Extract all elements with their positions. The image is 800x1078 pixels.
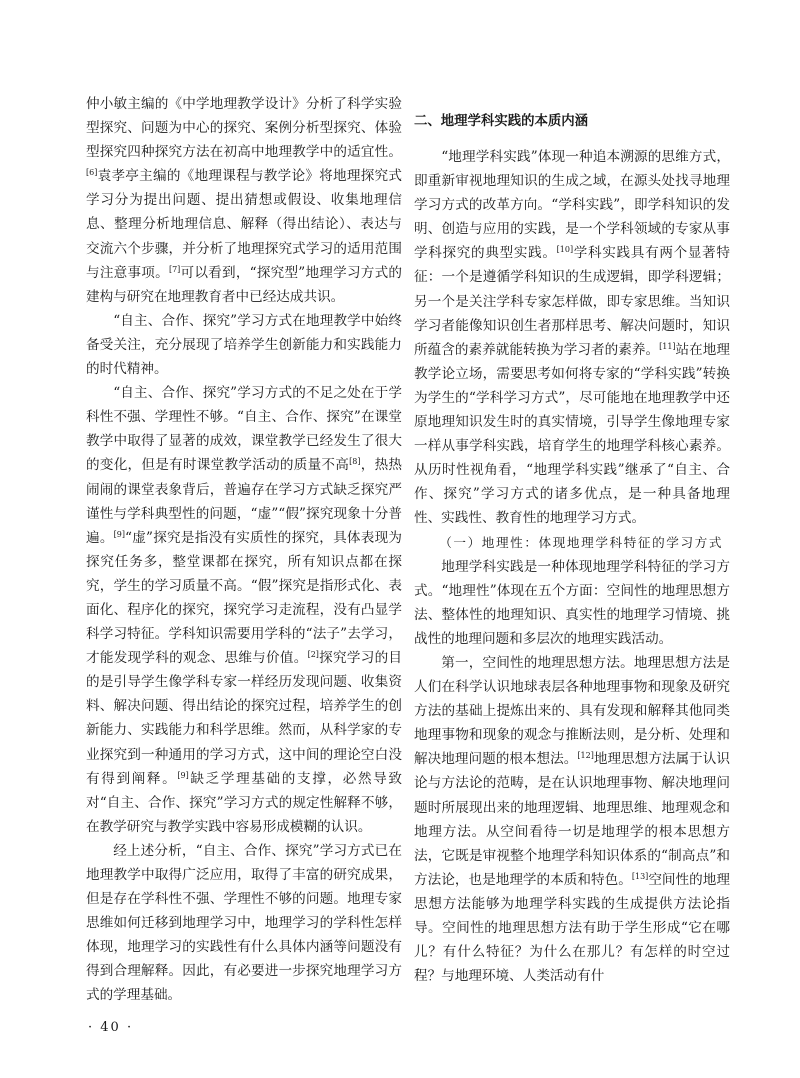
right-column	[414, 111, 730, 988]
body-text: 缺乏学理基础的支撑，必然导致对“自主、合作、探究”学习方式的规定性解释不够，在教学研究与教学实践中容易形成模糊的认识。	[86, 770, 403, 835]
body-text: “自主、合作、探究”学习方式在地理教学中始终备受关注，充分展现了培养学生创新能力和实践能力的时代精神。	[86, 312, 402, 378]
body-text: 仲小敏主编的《中学地理教学设计》分析了科学实验型探究、问题为中心的探究、案例分析型探究、体验型探究四种探究方法在初高中地理教学中的适宜性。	[86, 96, 402, 161]
body-text: “地理学科实践”体现一种追本溯源的思维方式，即重新审视地理知识的生成之域，在源头处找寻地理学习方式的改革方向。“学科实践”，即学科知识的发明、创造与应用的实践，是一个学科领域的专家从事学科探究的典型实践。	[414, 149, 730, 262]
body-text: 探究学习的目的是引导学生像学科专家一样经历发现问题、收集资料、解决问题、得出结论的探究过程，培养学生的创新能力、实践能力和科学思维。然而，从科学家的专业探究到一种通用的学习方式，这中间的理论空白没有得到阐释。	[86, 650, 403, 787]
right-paragraph	[414, 555, 730, 651]
body-text: 袁孝亭主编的《地理课程与教学论》将地理探究式学习分为提出问题、提出猜想或假设、收集地理信息、整理分析地理信息、解释（得出结论）、表达与交流六个步骤，并分析了地理探究式学习的适用范围与注意事项。	[86, 168, 402, 281]
left-paragraph	[86, 839, 402, 1008]
citation-ref: [11]	[659, 341, 676, 351]
right-paragraphs-after	[414, 555, 730, 989]
body-text: “自主、合作、探究”学习方式的不足之处在于学科性不强、学理性不够。“自主、合作、探究”在课堂教学中取得了显著的成效，课堂教学已经发生了很大的变化，但是有时课堂教学活动的质量不高	[86, 385, 402, 474]
body-text: ，热热闹闹的课堂表象背后，普遍存在学习方式缺乏探究严谨性与学科典型性的问题，“虚”“假”探究现象十分普遍。	[86, 457, 403, 546]
body-text: 第一，空间性的地理思想方法。地理思想方法是人们在科学认识地球表层各种地理事物和现象及研究方法的基础上提炼出来的、具有发现和解释其他同类地理事物和现象的观念与推断法则，是分析、处理和解决地理问题的根本想法。	[414, 654, 730, 768]
citation-ref: [7]	[168, 264, 181, 274]
citation-ref: [9]	[177, 770, 189, 780]
body-text: “虚”探究是指没有实质性的探究，具体表现为探究任务多，整堂课都在探究，所有知识点都在探究，学生的学习质量不高。“假”探究是指形式化、表面化、程序化的探究，探究学习走流程，没有凸显学科学习特征。学科知识需要用学科的“法子”去学习，才能发现学科的观念、思维与价值。	[86, 529, 402, 667]
body-text: 可以看到，“探究型”地理学习方式的建构与研究在地理教育者中已经达成共识。	[86, 264, 403, 305]
left-paragraph	[86, 309, 402, 381]
citation-ref: [10]	[556, 245, 574, 255]
citation-ref: [12]	[577, 751, 594, 761]
section-heading: 二、地理学科实践的本质内涵	[414, 114, 589, 129]
citation-ref: [9]	[113, 529, 126, 539]
citation-ref: [6]	[86, 168, 98, 178]
subsection-heading: （一）地理性：体现地理学科特征的学习方式	[439, 534, 724, 550]
citation-ref: [13]	[631, 871, 649, 881]
left-column	[86, 92, 402, 1008]
right-paragraph	[414, 651, 730, 988]
right-paragraphs-before	[414, 145, 730, 531]
body-text: 地理思想方法属于认识论与方法论的范畴，是在认识地理事物、解决地理问题时所展现出来的地理逻辑、地理思维、地理观念和地理方法。从空间看待一切是地理学的根本思想方法，它既是审视整个地理学科知识体系的“制高点”和方法论，也是地理学的本质和特色。	[414, 751, 730, 888]
body-text: 学科实践具有两个显著特征：一个是遵循学科知识的生成逻辑，即学科逻辑；另一个是关注学科专家怎样做，即专家思维。当知识学习者能像知识创生者那样思考、解决问题时，知识所蕴含的素养就能转换为学习者的素养。	[414, 245, 730, 358]
left-paragraph	[86, 92, 402, 309]
right-paragraph	[414, 145, 730, 531]
body-text: 站在地理教学论立场，需要思考如何将专家的“学科实践”转换为学生的“学科学习方式”，尽可能地在地理教学中还原地理知识发生时的真实情境，引导学生像地理专家一样从事学科实践，培育学生的地理学科核心素养。从历时性视角看，“地理学科实践”继承了“自主、合作、探究”学习方式的诸多优点，是一种具备地理性、实践性、教育性的地理学习方式。	[414, 341, 730, 527]
left-paragraph	[86, 381, 402, 839]
body-text: 空间性的地理思想方法能够为地理学科实践的生成提供方法论指导。空间性的地理思想方法有助于学生形成“它在哪儿？有什么特征？为什么在那儿？有怎样的时空过程？与地理环境、人类活动有什	[414, 871, 730, 985]
body-text: 地理学科实践是一种体现地理学科特征的学习方式。“地理性”体现在五个方面：空间性的地理思想方法、整体性的地理知识、真实性的地理学习情境、挑战性的地理问题和多层次的地理实践活动。	[414, 558, 730, 647]
citation-ref: [2]	[307, 650, 319, 660]
body-text: 经上述分析，“自主、合作、探究”学习方式已在地理教学中取得广泛应用，取得了丰富的研究成果，但是存在学科性不强、学理性不够的问题。地理专家思维如何迁移到地理学习中，地理学习的学科性怎样体现，地理学习的实践性有什么具体内涵等问题没有得到合理解释。因此，有必要进一步探究地理学习方式的学理基础。	[86, 842, 402, 1004]
page-number: · 40 ·	[88, 1020, 134, 1035]
citation-ref: [8]	[349, 457, 361, 467]
